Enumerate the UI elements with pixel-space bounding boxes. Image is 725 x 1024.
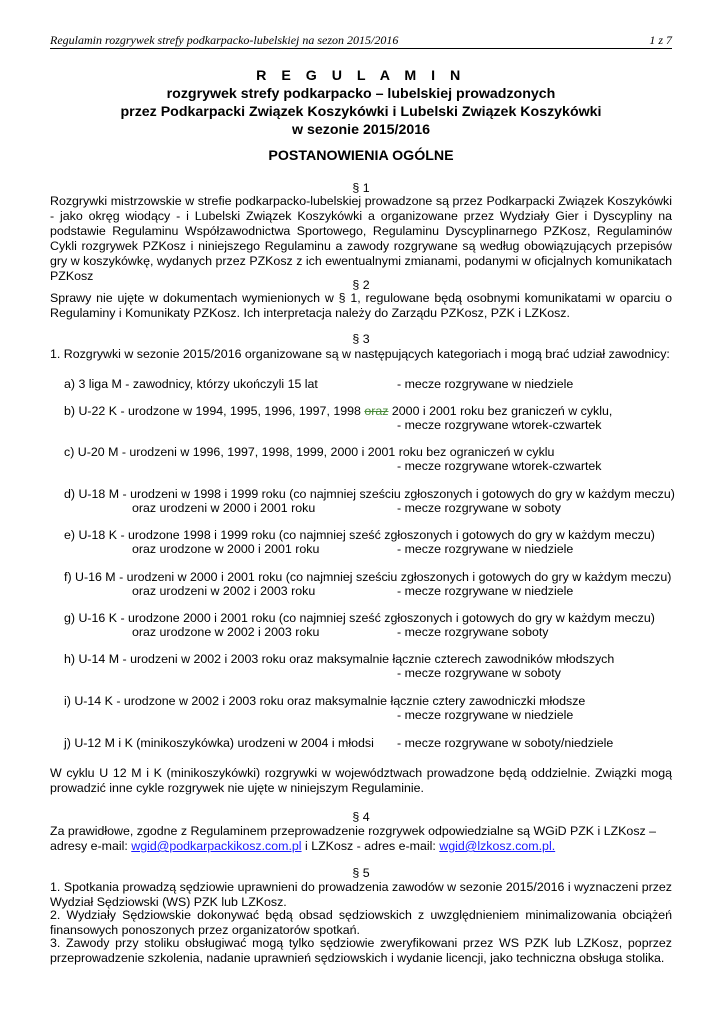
category-b-text-end: 2000 i 2001 roku bez graniczeń w cyklu, — [388, 404, 613, 418]
category-d-sub: oraz urodzeni w 2000 i 2001 roku — [132, 501, 316, 515]
category-b — [64, 404, 612, 419]
category-c-schedule: - mecze rozgrywane wtorek-czwartek — [397, 459, 602, 473]
paragraph-3-closing: W cyklu U 12 M i K (minikoszykówki) rozgrywki w województwach prowadzone będą oddzielnie. Związki mogą prowadzić inne cykle rozgrywek nie ujęte w niniejszym Regulaminie. — [50, 766, 672, 795]
category-e: e) U-18 K - urodzone 1998 i 1999 roku (co najmniej sześć zgłoszonych i gotowych do gry w każdym meczu) — [64, 528, 655, 542]
category-g-schedule: - mecze rozgrywane soboty — [397, 625, 549, 639]
paragraph-1-text: Rozgrywki mistrzowskie w strefie podkarpacko-lubelskiej prowadzone są przez Podkarpacki Związek Koszykówki - jako okręg wiodący - i Lubelski Związek Koszykówki a organizowane przez Wydziały Gier i Dyscypliny na podstawie Regulaminu Współzawodnictwa Sportowego, Regulaminu Dyscyplinarnego PZKosz, Regulaminów Cykli rozgrywek PZKosz i niniejszego Regulaminu a zawody rozgrywane są według obowiązujących przepisów gry w koszykówkę, wydanych przez PZKosz z ich ewentualnymi zmianami, podanymi w oficjalnych komunikatach PZKosz — [50, 194, 672, 283]
category-a-schedule: - mecze rozgrywane w niedziele — [397, 377, 574, 391]
category-i-schedule: - mecze rozgrywane w niedziele — [397, 708, 574, 722]
category-j-schedule: - mecze rozgrywane w soboty/niedziele — [397, 736, 614, 750]
paragraph-4-text-start: Za prawidłowe, zgodne z Regulaminem przeprowadzenie rozgrywek odpowiedzialne są WGiD PZK i LZKosz – adresy e-mail: — [50, 824, 657, 853]
category-g-sub: oraz urodzone w 2002 i 2003 roku — [132, 625, 320, 639]
category-h: h) U-14 M - urodzeni w 2002 i 2003 roku oraz maksymalnie łącznie czterech zawodników młodszych — [64, 652, 615, 666]
title-line-4: w sezonie 2015/2016 — [291, 122, 431, 138]
paragraph-3-mark: § 3 — [352, 332, 370, 346]
title-line-3: przez Podkarpacki Związek Koszykówki i Lubelski Związek Koszykówki — [120, 104, 602, 120]
paragraph-5-item-2: 2. Wydziały Sędziowskie dokonywać będą obsad sędziowskich z uwzględnieniem minimalizowania obciążeń finansowych ponoszonych przez organizatorów spotkań. — [50, 908, 672, 937]
category-i: i) U-14 K - urodzone w 2002 i 2003 roku oraz maksymalnie łącznie cztery zawodniczki młodsze — [64, 694, 586, 708]
category-e-schedule: - mecze rozgrywane w niedziele — [397, 542, 574, 556]
category-f-sub: oraz urodzeni w 2002 i 2003 roku — [132, 584, 316, 598]
paragraph-5-item-3: 3. Zawody przy stoliku obsługiwać mogą tylko sędziowie zweryfikowani przez WS PZK lub LZKosz, poprzez przeprowadzenie szkolenia, nadanie uprawnień sędziowskich i wydanie licencji, jako techniczna obsługa stolika. — [50, 936, 672, 965]
category-d: d) U-18 M - urodzeni w 1998 i 1999 roku (co najmniej sześciu zgłoszonych i gotowych do gry w każdym meczu) — [64, 487, 675, 501]
title-line-2: rozgrywek strefy podkarpacko – lubelskiej prowadzonych — [166, 86, 556, 102]
category-f-schedule: - mecze rozgrywane w niedziele — [397, 584, 574, 598]
section-heading: POSTANOWIENIA OGÓLNE — [268, 148, 454, 164]
paragraph-3-intro: 1. Rozgrywki w sezonie 2015/2016 organizowane są w następujących kategoriach i mogą brać udział zawodnicy: — [50, 347, 670, 361]
paragraph-4-mark: § 4 — [352, 810, 370, 824]
paragraph-1-mark: § 1 — [352, 181, 370, 195]
category-h-schedule: - mecze rozgrywane w soboty — [397, 666, 561, 680]
header-page-info: 1 z 7 — [649, 33, 672, 47]
category-b-strikethrough: oraz — [364, 404, 389, 418]
paragraph-2-text: Sprawy nie ujęte w dokumentach wymienionych w § 1, regulowane będą osobnymi komunikatami w oparciu o Regulaminy i Komunikaty PZKosz. Ich interpretacja należy do Zarządu PZKosz, PZK i LZKosz. — [50, 291, 672, 320]
running-header — [50, 33, 672, 49]
title-line-1: R E G U L A M I N — [256, 68, 466, 84]
category-a: a) 3 liga M - zawodnicy, którzy ukończyli 15 lat — [64, 377, 318, 391]
paragraph-2-mark: § 2 — [352, 278, 370, 292]
email-link-lzkosz[interactable]: wgid@lzkosz.com.pl. — [439, 839, 556, 853]
header-doc-title: Regulamin rozgrywek strefy podkarpacko-lubelskiej na sezon 2015/2016 — [50, 33, 399, 47]
email-link-pzk[interactable]: wgid@podkarpackikosz.com.pl — [131, 839, 302, 853]
category-d-schedule: - mecze rozgrywane w soboty — [397, 501, 561, 515]
paragraph-4-text-mid: i LZKosz - adres e-mail: — [301, 839, 440, 853]
category-f: f) U-16 M - urodzeni w 2000 i 2001 roku (co najmniej sześciu zgłoszonych i gotowych do gry w każdym meczu) — [64, 570, 672, 584]
category-e-sub: oraz urodzone w 2000 i 2001 roku — [132, 542, 320, 556]
category-b-schedule: - mecze rozgrywane wtorek-czwartek — [397, 418, 602, 432]
paragraph-4-text — [50, 824, 672, 854]
category-b-text: b) U-22 K - urodzone w 1994, 1995, 1996, 1997, 1998 — [64, 404, 365, 418]
document-title — [50, 67, 672, 139]
category-j: j) U-12 M i K (minikoszykówka) urodzeni w 2004 i młodsi — [64, 736, 374, 750]
paragraph-5-mark: § 5 — [352, 866, 370, 880]
paragraph-5-item-1: 1. Spotkania prowadzą sędziowie uprawnieni do prowadzenia zawodów w sezonie 2015/2016 i wyznaczeni przez Wydział Sędziowski (WS) PZK lub LZKosz. — [50, 880, 672, 909]
category-g: g) U-16 K - urodzone 2000 i 2001 roku (co najmniej sześć zgłoszonych i gotowych do gry w każdym meczu) — [64, 611, 655, 625]
category-c: c) U-20 M - urodzeni w 1996, 1997, 1998, 1999, 2000 i 2001 roku bez ograniczeń w cyklu — [64, 445, 555, 459]
